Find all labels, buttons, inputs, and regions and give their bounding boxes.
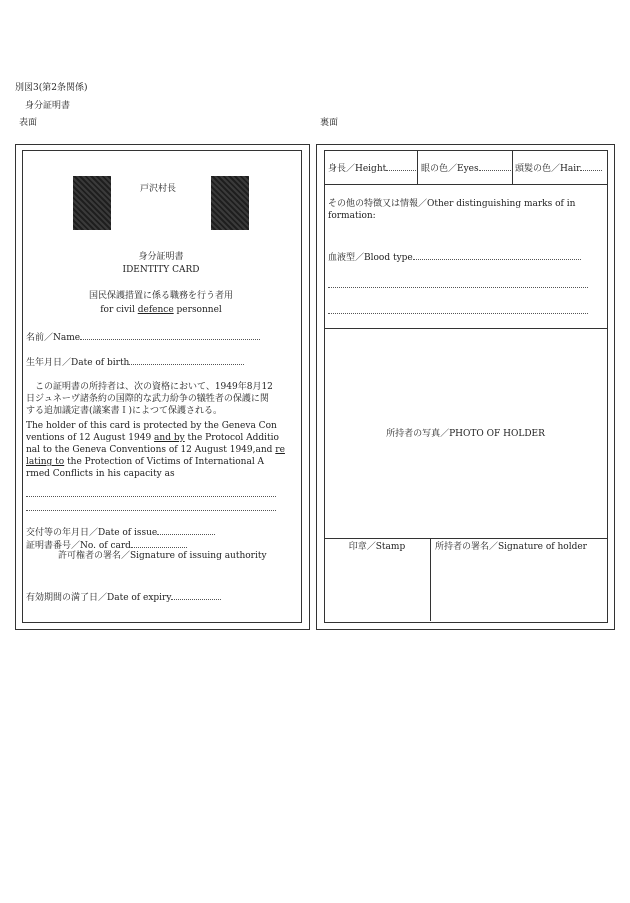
distinguishing-marks-label: その他の特徴又は情報／Other distinguishing marks of in formation: xyxy=(328,199,576,221)
authority-signature-label: 許可権者の署名／Signature of issuing authority xyxy=(58,551,267,561)
protection-statement-ja: この証明書の所持者は、次の資格において、1949年8月12 日ジュネーヴ諸条約の国際的な武力紛争の犠牲者の保護に関 する追加議定書(議案書Ｉ)によつて保護される。 xyxy=(26,382,273,416)
dob-field: 生年月日／Date of birth xyxy=(26,355,244,369)
card-title-en: IDENTITY CARD xyxy=(122,265,200,275)
card-title-ja: 身分証明書 xyxy=(138,252,184,262)
capacity-line-1 xyxy=(26,496,276,497)
right-seal-image xyxy=(211,176,249,230)
issue-date-field: 交付等の年月日／Date of issue xyxy=(26,525,215,539)
divider-characteristics xyxy=(324,184,607,185)
divider-photo-top xyxy=(324,328,607,329)
protection-statement-en: The holder of this card is protected by the Geneva Con ventions of 12 August 1949 and by the Protocol Additio nal to the Geneva Conventions of 12 August 1949,and re lating to the Protection of Victims of International A rmed Conflicts in his capacity as xyxy=(26,421,285,479)
appendix-label: 別図3(第2条関係) xyxy=(15,83,88,93)
left-seal-image xyxy=(73,176,111,230)
hair-field: 頭髪の色／Hair xyxy=(515,161,602,175)
holder-signature-label: 所持者の署名／Signature of holder xyxy=(435,542,587,552)
card-number-field: 証明書番号／No. of card xyxy=(26,538,187,552)
marks-line-1 xyxy=(328,287,588,288)
capacity-line-2 xyxy=(26,510,276,511)
divider-photo-bottom xyxy=(324,538,607,539)
front-side-label: 表面 xyxy=(19,118,38,128)
divider-stamp-signature xyxy=(430,538,431,621)
document-title: 身分証明書 xyxy=(25,101,71,111)
height-field: 身長／Height xyxy=(328,161,416,175)
photo-of-holder-label: 所持者の写真／PHOTO OF HOLDER xyxy=(386,429,545,439)
eyes-field: 眼の色／Eyes xyxy=(421,161,511,175)
subtitle-en: for civil defence personnel xyxy=(100,305,222,315)
subtitle-ja: 国民保護措置に係る職務を行う者用 xyxy=(88,291,233,301)
marks-line-2 xyxy=(328,313,588,314)
back-side-label: 裏面 xyxy=(320,118,339,128)
stamp-label: 印章／Stamp xyxy=(348,542,406,552)
divider-height-eyes xyxy=(417,150,418,184)
village-name: 戸沢村長 xyxy=(140,184,177,194)
blood-type-field: 血液型／Blood type xyxy=(328,250,581,264)
divider-eyes-hair xyxy=(512,150,513,184)
name-field: 名前／Name xyxy=(26,330,260,344)
expiry-date-field: 有効期間の満了日／Date of expiry xyxy=(26,590,221,604)
